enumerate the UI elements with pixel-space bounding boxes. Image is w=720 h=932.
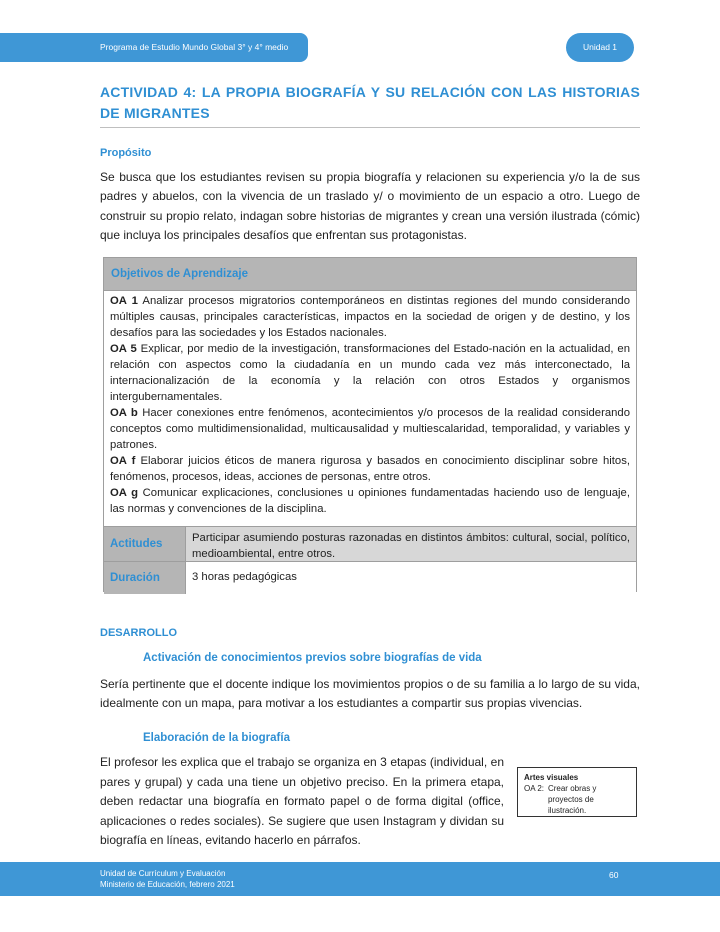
oa-code: OA f (110, 455, 136, 467)
oa-text: Elaborar juicios éticos de manera rigurosa y basados en conocimiento disciplinar sobre hitos, fenómenos, procesos, ideas, acciones de personas, entre otros. (110, 455, 630, 483)
sidebox-title: Artes visuales (524, 773, 579, 782)
oa-text: Analizar procesos migratorios contemporáneos en distintas regiones del mundo considerando múltiples causas, principales características, impactos en la sociedad de origen y de destino, y los desafíos para las sociedades y los Estados nacionales. (110, 295, 630, 339)
footer-line2: Ministerio de Educación, febrero 2021 (100, 880, 235, 889)
activity-title: ACTIVIDAD 4: LA PROPIA BIOGRAFÍA Y SU RELACIÓN CON LAS HISTORIAS DE MIGRANTES (100, 84, 640, 121)
elaboracion-text: El profesor les explica que el trabajo se organiza en 3 etapas (individual, en pares y grupal) y cada una tiene un objetivo preciso. En la primera etapa, deben redactar una biografía en formato papel o de forma digital (office, aplicaciones o redes sociales). Se sugiere que usen Instagram y dividan su biografía en líneas, evitando hacerlo en párrafos. (100, 755, 504, 847)
objetivos-body (104, 291, 636, 526)
sidebox-code: OA 2: (524, 784, 545, 793)
oa-text: Comunicar explicaciones, conclusiones u opiniones fundamentadas haciendo uso de lenguaje, las normas y convenciones de la disciplina. (110, 487, 630, 515)
objetivos-table (103, 257, 637, 592)
unit-badge (566, 33, 634, 62)
program-title: Programa de Estudio Mundo Global 3° y 4° medio (100, 42, 289, 52)
objetivos-header: Objetivos de Aprendizaje (104, 258, 636, 291)
oa-item (110, 453, 630, 485)
proposito-label: Propósito (100, 147, 152, 159)
page-number: 60 (609, 870, 619, 880)
actitudes-row (104, 526, 636, 561)
desarrollo-label: DESARROLLO (100, 627, 177, 639)
duracion-label: Duración (104, 562, 186, 594)
oa-text: Explicar, por medio de la investigación, transformaciones del Estado-nación en la actualidad, en relación con aspectos como la ciudadanía en un mundo cada vez más interconectado, la internacionalización de la economía y la relación con otros Estados y organismos intergubernamentales. (110, 343, 630, 403)
elaboracion-label: Elaboración de la biografía (143, 732, 290, 744)
title-divider (100, 127, 640, 128)
oa-code: OA g (110, 487, 139, 499)
oa-item (110, 485, 630, 517)
oa-code: OA b (110, 407, 138, 419)
oa-text: Hacer conexiones entre fenómenos, acontecimientos y/o procesos de la realidad considerando conceptos como multidimensionalidad, multicausalidad y multiescalaridad, temporalidad, y variables y patrones. (110, 407, 630, 451)
oa-item (110, 405, 630, 453)
actitudes-text: Participar asumiendo posturas razonadas en distintos ámbitos: cultural, social, político, medioambiental, entre otros. (186, 527, 636, 561)
footer-line1: Unidad de Currículum y Evaluación (100, 869, 226, 878)
artes-visuales-box (517, 767, 637, 817)
activacion-label: Activación de conocimientos previos sobre biografías de vida (143, 652, 482, 664)
unit-label: Unidad 1 (582, 42, 618, 52)
duracion-text: 3 horas pedagógicas (186, 562, 636, 594)
sidebox-row (524, 783, 630, 816)
footer-credits (100, 868, 235, 890)
header-bar (0, 33, 308, 62)
proposito-text: Se busca que los estudiantes revisen su propia biografía y relacionen su experiencia y/o la de sus padres y abuelos, con la vivencia de un traslado y/ o movimiento de un espacio a otro. Luego de construir su propio relato, indagan sobre historias de migrantes y crean una versión ilustrada (cómic) que incluya los principales desafíos que enfrentan sus protagonistas. (100, 170, 640, 242)
activacion-text: Sería pertinente que el docente indique los movimientos propios o de su familia a lo largo de su vida, idealmente con un mapa, para motivar a los estudiantes a compartir sus propias vivencias. (100, 677, 640, 711)
sidebox-text: Crear obras y proyectos de ilustración. (547, 784, 597, 815)
oa-code: OA 1 (110, 295, 138, 307)
footer (0, 862, 720, 896)
actitudes-label: Actitudes (104, 527, 186, 561)
oa-item (110, 341, 630, 405)
oa-item (110, 293, 630, 341)
oa-code: OA 5 (110, 343, 137, 355)
duracion-row (104, 561, 636, 594)
